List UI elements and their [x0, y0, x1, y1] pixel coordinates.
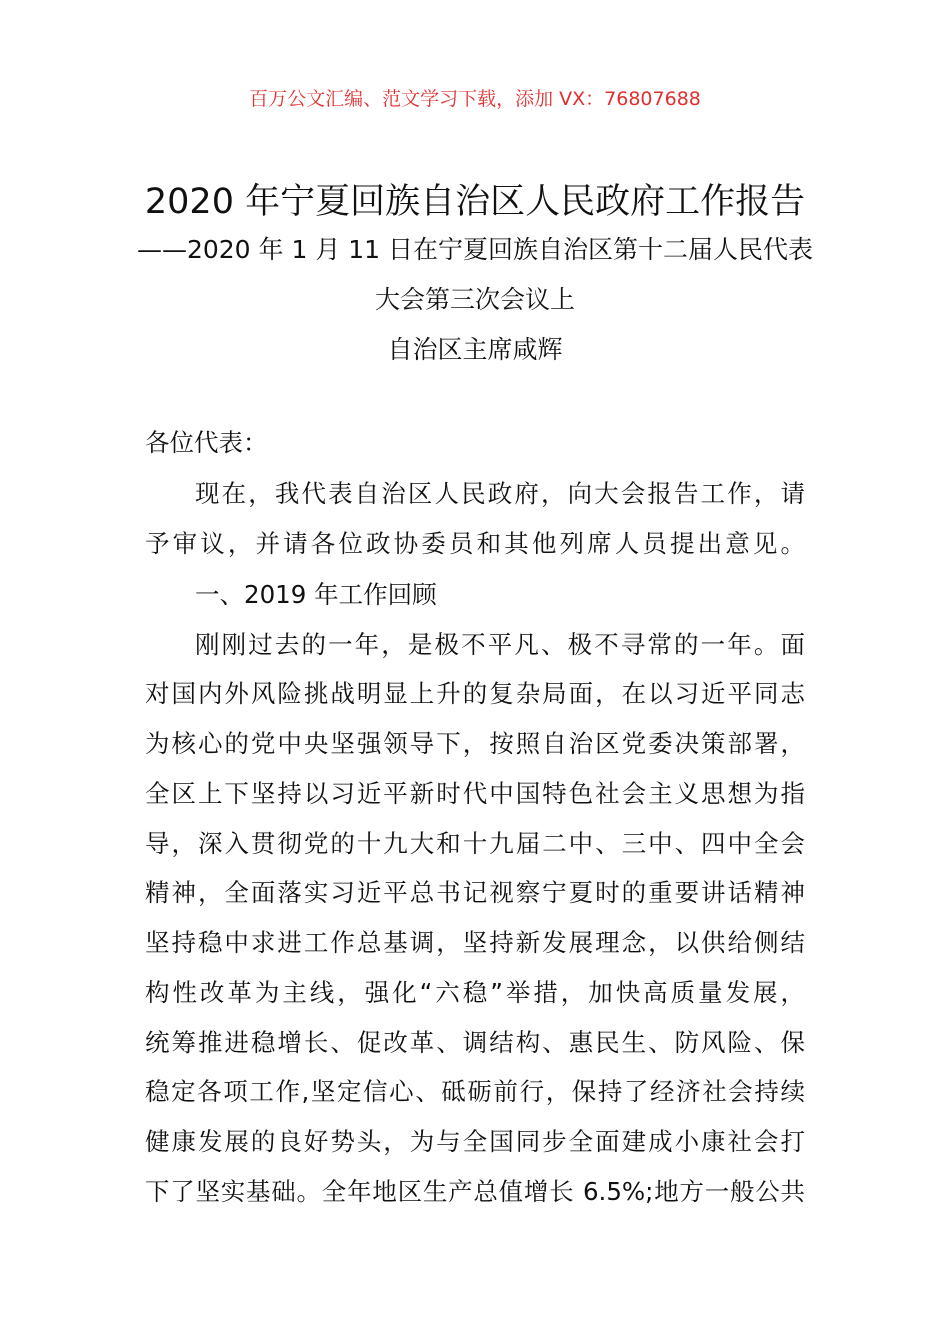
paragraph-line: 健康发展的良好势头，为与全国同步全面建成小康社会打	[145, 1127, 805, 1156]
subtitle-line: ——2020 年 1 月 11 日在宁夏回族自治区第十二届人民代表	[136, 235, 814, 264]
watermark-banner: 百万公文汇编、范文学习下载，添加 VX：76807688	[249, 88, 701, 110]
paragraph-line: 精神，全面落实习近平总书记视察宁夏时的重要讲话精神	[145, 878, 805, 907]
paragraph-line: 导，深入贯彻党的十九大和十九届二中、三中、四中全会	[145, 829, 805, 858]
paragraph-line: 稳定各项工作,坚定信心、砥砺前行，保持了经济社会持续	[145, 1077, 805, 1106]
paragraph-line: 坚持稳中求进工作总基调，坚持新发展理念，以供给侧结	[145, 928, 805, 957]
paragraph-line: 统筹推进稳增长、促改革、调结构、惠民生、防风险、保	[145, 1028, 805, 1057]
paragraph-line: 对国内外风险挑战明显上升的复杂局面，在以习近平同志	[145, 679, 805, 708]
document-title: 2020 年宁夏回族自治区人民政府工作报告	[144, 182, 806, 222]
author-line: 自治区主席咸辉	[387, 335, 563, 364]
paragraph-line: 全区上下坚持以习近平新时代中国特色社会主义思想为指	[145, 779, 805, 808]
paragraph-line: 现在，我代表自治区人民政府，向大会报告工作，请	[195, 479, 805, 508]
paragraph-line: 予审议，并请各位政协委员和其他列席人员提出意见。	[145, 529, 805, 558]
paragraph-line: 下了坚实基础。全年地区生产总值增长 6.5%;地方一般公共	[145, 1177, 805, 1206]
salutation: 各位代表：	[145, 428, 268, 457]
subtitle-line: 大会第三次会议上	[374, 285, 575, 314]
section-heading: 一、2019 年工作回顾	[195, 580, 437, 609]
paragraph-line: 为核心的党中央坚强领导下，按照自治区党委决策部署，	[145, 729, 805, 758]
paragraph-line: 刚刚过去的一年，是极不平凡、极不寻常的一年。面	[195, 630, 805, 659]
paragraph-line: 构性改革为主线，强化“六稳”举措，加快高质量发展，	[145, 978, 805, 1007]
